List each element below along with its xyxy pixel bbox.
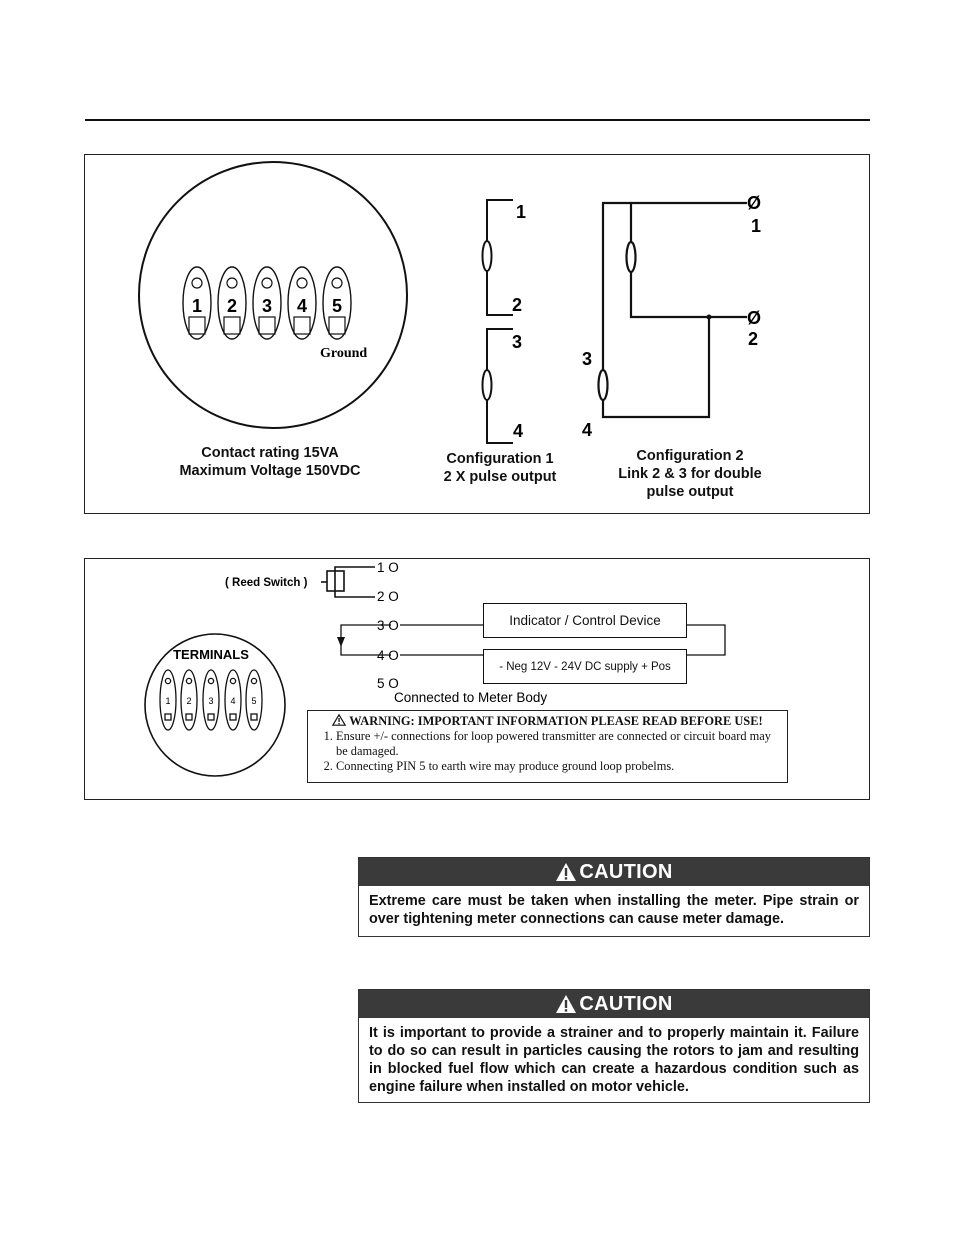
power-supply-box — [483, 649, 687, 684]
terminal-number: 1 — [165, 696, 171, 706]
warning-triangle-icon — [332, 714, 346, 726]
terminal-row: 1 O — [377, 560, 399, 575]
warning-item: 2. Connecting PIN 5 to earth wire may produce ground loop probelms. — [336, 759, 781, 774]
config2-subtitle: Link 2 & 3 for double — [618, 466, 762, 482]
junction-dot — [707, 315, 712, 320]
config2-subtitle: pulse output — [646, 484, 734, 500]
terminals-title: TERMINALS — [173, 647, 249, 662]
caution-title: CAUTION — [579, 860, 673, 883]
pin-number: 4 — [296, 296, 308, 316]
power-supply-label: - Neg 12V - 24V DC supply + Pos — [499, 660, 671, 673]
config1-title: Configuration 1 — [446, 451, 554, 467]
meter-body-label: Connected to Meter Body — [394, 690, 548, 705]
terminal-row: 3 O — [377, 618, 399, 633]
config2-wiring — [599, 203, 748, 417]
terminal-row: 4 O — [377, 648, 399, 663]
contact-rating: Contact rating 15VA — [201, 445, 339, 461]
max-voltage: Maximum Voltage 150VDC — [179, 463, 361, 479]
caution-text: Extreme care must be taken when installing the meter. Pipe strain or over tightening meter connections can cause meter damage. — [369, 893, 859, 927]
terminal-number: 5 — [251, 696, 257, 706]
config1-terminal-label: 3 — [512, 332, 523, 352]
caution-header — [359, 858, 869, 886]
warning-title: WARNING: IMPORTANT INFORMATION PLEASE READ BEFORE USE! — [349, 714, 763, 728]
loop-arrow — [337, 637, 345, 647]
config1-wiring — [483, 200, 514, 443]
ground-label: Ground — [320, 346, 368, 361]
terminal-row: 5 O — [377, 676, 399, 691]
pin-number: 3 — [261, 296, 273, 316]
config2-terminal-label: 3 — [582, 349, 593, 369]
terminal-number: 3 — [208, 696, 214, 706]
terminal-block-outline — [139, 162, 407, 428]
top-rule — [85, 119, 870, 121]
config1-terminal-label: 1 — [516, 202, 527, 222]
config2-terminal-label: 4 — [582, 420, 593, 440]
warning-item: 1. Ensure +/- connections for loop powered transmitter are connected or circuit board may be damaged. — [336, 729, 781, 759]
terminal-number: 2 — [186, 696, 192, 706]
pin-number: 1 — [191, 296, 203, 316]
caution-header — [359, 990, 869, 1018]
config2-terminal-label: 2 — [748, 329, 759, 349]
pin-number: 2 — [226, 296, 238, 316]
config2-title: Configuration 2 — [636, 448, 744, 464]
config1-terminal-label: 4 — [513, 421, 524, 441]
reed-switch-label: ( Reed Switch ) — [225, 577, 308, 589]
caution-title: CAUTION — [579, 992, 673, 1015]
terminal-number: 4 — [230, 696, 236, 706]
caution-box-installation — [358, 857, 870, 937]
caution-text: It is important to provide a strainer and to properly maintain it. Failure to do so can result in particles causing the rotors to jam and resulting in blocked fuel flow which can create a hazardous condition such as engine failure when installed on motor vehicle. — [369, 1025, 859, 1095]
pin-number: 5 — [331, 296, 343, 316]
config1-subtitle: 2 X pulse output — [443, 469, 557, 485]
warning-triangle-icon — [555, 994, 577, 1014]
reed-switch-symbol — [321, 567, 375, 597]
indicator-device-label: Indicator / Control Device — [509, 613, 661, 628]
config2-terminal-label: 1 — [751, 216, 762, 236]
terminal-row: 2 O — [377, 589, 399, 604]
config2-terminal-symbol: Ø — [747, 193, 762, 213]
warning-triangle-icon — [555, 862, 577, 882]
config1-terminal-label: 2 — [512, 295, 523, 315]
figure-contact-configurations — [84, 154, 870, 514]
caution-box-strainer — [358, 989, 870, 1103]
warning-box — [307, 710, 788, 783]
indicator-device-box — [483, 603, 687, 638]
config2-terminal-symbol: Ø — [747, 308, 762, 328]
